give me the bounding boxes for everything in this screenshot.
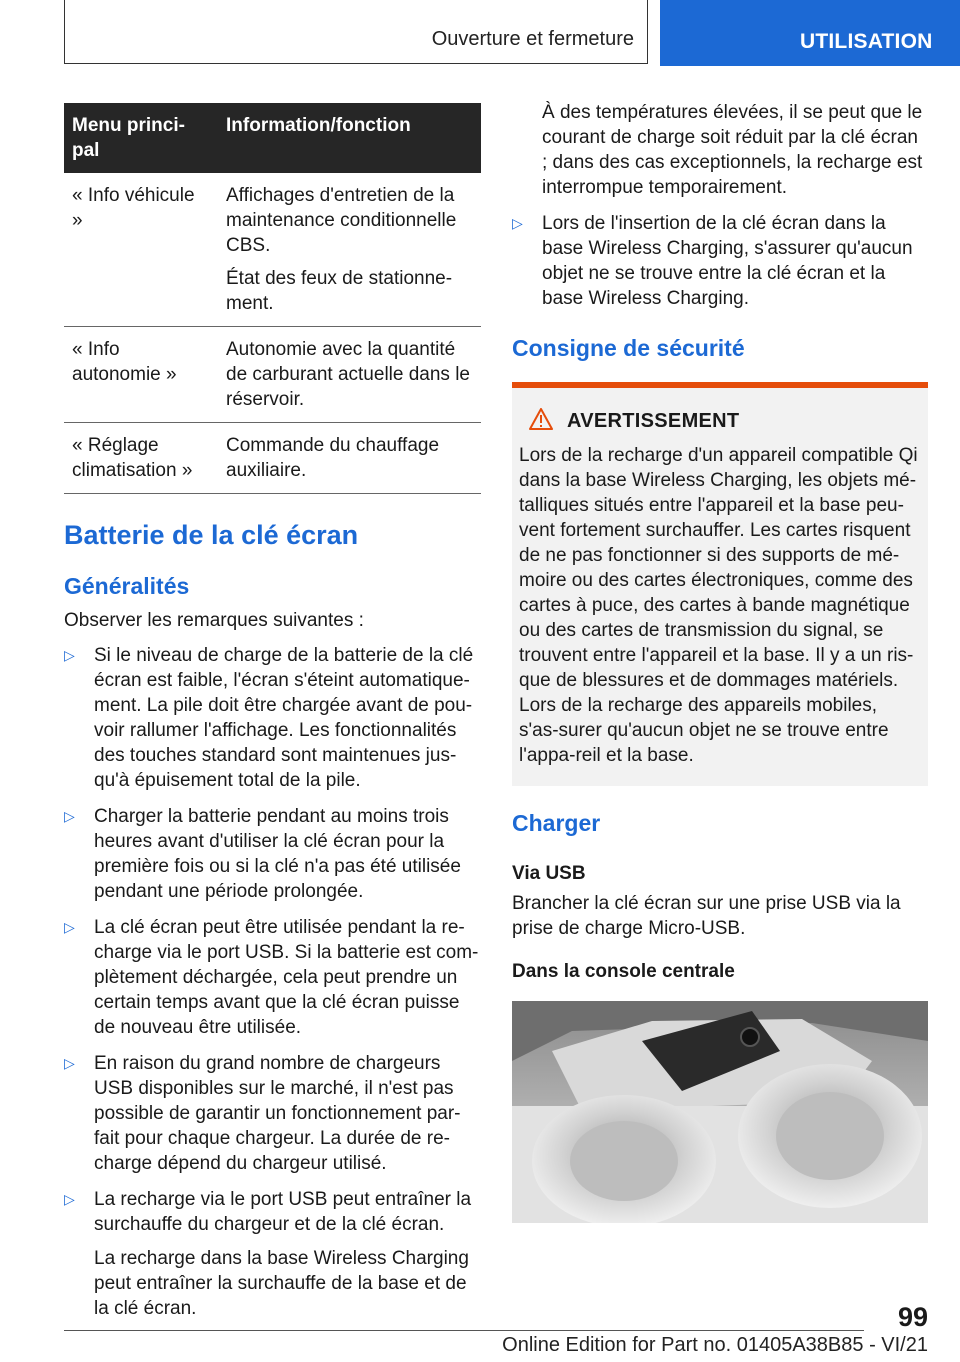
table-cell-info	[218, 423, 481, 494]
triangle-bullet-icon: ▷	[64, 1055, 75, 1071]
table-cell-menu: « Réglage climatisation »	[64, 423, 218, 494]
triangle-bullet-icon: ▷	[64, 919, 75, 935]
right-column	[512, 100, 928, 1223]
safety-heading: Consigne de sécurité	[512, 335, 745, 361]
charge-heading: Charger	[512, 810, 601, 836]
triangle-bullet-icon: ▷	[64, 808, 75, 824]
table-cell-info	[218, 327, 481, 423]
table-row	[64, 327, 481, 423]
continued-text: À des températures élevées, il se peut que le courant de charge soit réduit par la clé écran ; dans des cas exceptionnels, la recharge est interrompue temporairement.	[542, 102, 923, 198]
footer-divider	[64, 1330, 864, 1331]
table-cell-info	[218, 173, 481, 327]
table-header-menu: Menu princi-pal	[64, 103, 218, 173]
list-item-text: La recharge via le port USB peut entraîner la surchauffe du chargeur et de la clé écran.	[94, 1189, 472, 1235]
console-heading: Dans la console centrale	[512, 961, 735, 982]
list-item	[64, 1051, 481, 1176]
center-console-photo	[512, 1001, 928, 1223]
table-row	[64, 423, 481, 494]
list-item-text: En raison du grand nombre de chargeurs USB disponibles sur le marché, il n'est pas possible de garantir un fonctionnement par-fait pour chaque chargeur. La durée de re-charge dépend du chargeur utilisé.	[94, 1053, 461, 1174]
page-number: 99	[897, 1302, 928, 1332]
table-header-info: Information/fonction	[218, 103, 481, 173]
table-cell-menu: « Info autonomie »	[64, 327, 218, 423]
warning-title: AVERTISSEMENT	[567, 410, 740, 432]
list-item-text: Lors de l'insertion de la clé écran dans la base Wireless Charging, s'assurer qu'aucun objet ne se trouve entre la clé écran et la base Wireless Charging.	[542, 213, 913, 309]
triangle-bullet-icon: ▷	[64, 1191, 75, 1207]
footer-edition: Online Edition for Part no. 01405A38B85 - VI/21	[502, 1334, 928, 1356]
usb-text: Brancher la clé écran sur une prise USB via la prise de charge Micro-USB.	[512, 893, 901, 939]
triangle-bullet-icon: ▷	[512, 215, 523, 231]
warning-box	[512, 382, 928, 786]
left-column	[64, 103, 481, 1332]
warning-text: Lors de la recharge d'un appareil compatible Qi dans la base Wireless Charging, les objets mé-talliques situés entre l'appareil et la base peu-vent fortement surchauffer. Les cartes risquent de ne pas fonctionner si des supports de mé-moire ou des cartes électroniques, comme des cartes à puce, des cartes à bande magnétique ou des cartes de transmission du signal, se trouvent entre l'appareil et la base. Il y a un ris-que de blessures et de dommages matériels. Lors de la recharge des appareils mobiles, s'as-surer qu'aucun objet ne se trouve entre l'appa-reil et la base.	[519, 445, 918, 766]
battery-heading: Batterie de la clé écran	[64, 520, 359, 550]
general-heading: Généralités	[64, 573, 190, 599]
usb-heading: Via USB	[512, 863, 586, 884]
battery-intro: Observer les remarques suivantes :	[64, 610, 364, 631]
table-cell-text: Commande du chauffage auxiliaire.	[226, 435, 440, 481]
insertion-list	[512, 211, 928, 311]
warning-title-row	[519, 408, 921, 435]
list-item-text: La recharge dans la base Wireless Charging peut entraîner la surchauffe de la base et de la clé écran.	[94, 1248, 469, 1319]
list-item-text: Charger la batterie pendant au moins trois heures avant d'utiliser la clé écran pour la première fois ou si la clé n'a pas été utilisée pendant une période prolongée.	[94, 806, 461, 902]
table-cell-text: État des feux de stationne-ment.	[226, 268, 453, 314]
table-cell-menu: « Info véhicule »	[64, 173, 218, 327]
battery-notes-list	[64, 643, 481, 1321]
header-section-title: Ouverture et fermeture	[431, 28, 634, 50]
table-cell-text: Autonomie avec la quantité de carburant actuelle dans le réservoir.	[226, 339, 470, 410]
list-item	[64, 1187, 481, 1321]
list-item-text: Si le niveau de charge de la batterie de la clé écran est faible, l'écran s'éteint automatique-ment. La pile doit être chargée avant de pou-voir rallumer l'affichage. Les fonctionnalités des touches standard sont maintenues jus-qu'à épuisement total de la pile.	[94, 645, 474, 791]
list-item-text: La clé écran peut être utilisée pendant la re-charge via le port USB. Si la batterie est com-plètement déchargée, cela peut prendre un certain temps avant que la clé écran puisse de nouveau être utilisée.	[94, 917, 479, 1038]
table-row	[64, 173, 481, 327]
header-chapter-tab[interactable]: UTILISATION	[660, 0, 960, 66]
table-cell-text: Affichages d'entretien de la maintenance conditionnelle CBS.	[226, 185, 457, 256]
list-item	[512, 211, 928, 311]
triangle-bullet-icon: ▷	[64, 647, 75, 663]
list-item	[64, 804, 481, 904]
table-header-row	[64, 103, 481, 173]
menu-table	[64, 103, 481, 494]
list-item	[64, 915, 481, 1040]
list-item	[64, 643, 481, 793]
warning-triangle-icon	[529, 408, 553, 435]
